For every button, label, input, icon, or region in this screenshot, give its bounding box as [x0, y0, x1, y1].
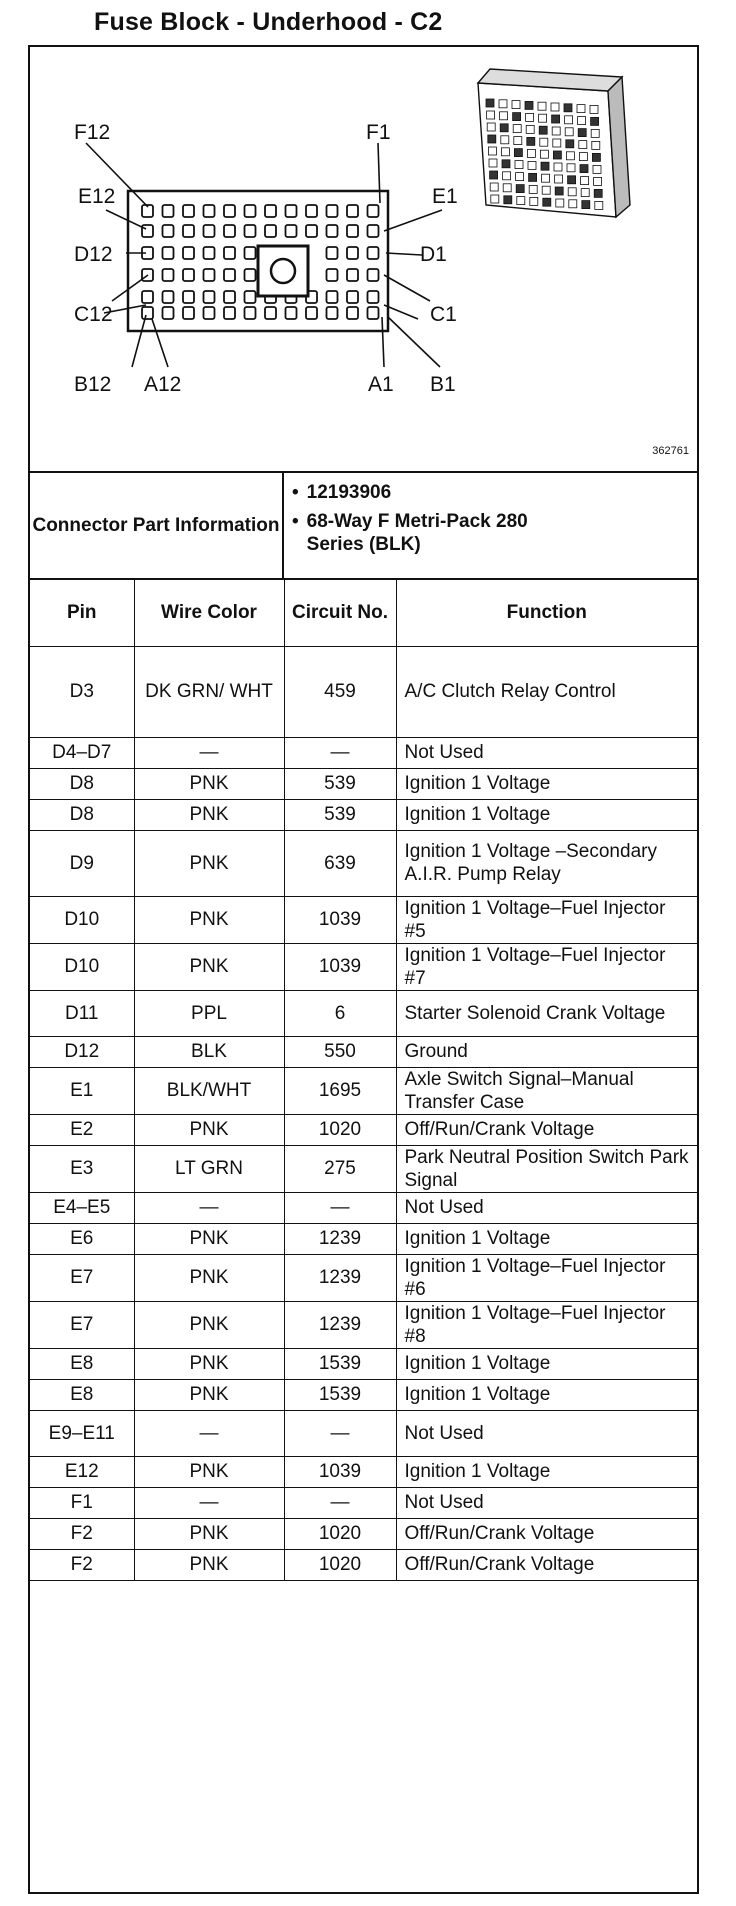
pin-cavity	[204, 247, 215, 259]
table-row	[30, 1301, 697, 1348]
iso-cavity	[568, 176, 576, 184]
function-cell: Not Used	[396, 1192, 697, 1223]
connector-info-item	[292, 481, 547, 504]
iso-cavity	[566, 152, 574, 160]
circuit-cell: 459	[284, 646, 396, 737]
pin-cavity	[163, 205, 174, 217]
pin-cell: F2	[30, 1549, 134, 1580]
function-cell: Ignition 1 Voltage–Fuel Injector #6	[396, 1254, 697, 1301]
pin-cell: D9	[30, 830, 134, 896]
pin-cavity	[245, 291, 256, 303]
function-cell: Off/Run/Crank Voltage	[396, 1549, 697, 1580]
pin-cavity	[224, 205, 235, 217]
iso-cavity	[540, 150, 548, 158]
circuit-cell: 1020	[284, 1114, 396, 1145]
pin-cavity	[142, 225, 153, 237]
function-cell: Park Neutral Position Switch Park Signal	[396, 1145, 697, 1192]
iso-cavity	[542, 174, 550, 182]
document-frame	[28, 45, 699, 1894]
pin-cavity	[368, 247, 379, 259]
circuit-cell: 1539	[284, 1348, 396, 1379]
wire-color-cell: PNK	[134, 768, 284, 799]
iso-cavity	[541, 162, 549, 170]
wire-color-cell: LT GRN	[134, 1145, 284, 1192]
pin-cavity	[327, 291, 338, 303]
page-title: Fuse Block - Underhood - C2	[94, 8, 443, 36]
table-row	[30, 1379, 697, 1410]
pin-cavity	[163, 307, 174, 319]
iso-cavity	[503, 184, 511, 192]
table-row	[30, 1518, 697, 1549]
iso-cavity	[488, 135, 496, 143]
pin-cavity	[286, 225, 297, 237]
circuit-cell: 1695	[284, 1067, 396, 1114]
function-cell: Ignition 1 Voltage	[396, 1348, 697, 1379]
function-cell: Ignition 1 Voltage	[396, 799, 697, 830]
function-cell: Starter Solenoid Crank Voltage	[396, 990, 697, 1036]
connector-info-list	[292, 481, 547, 556]
pin-cavity	[368, 269, 379, 281]
label-c1: C1	[430, 303, 457, 326]
pin-cell: D3	[30, 646, 134, 737]
iso-cavity	[539, 126, 547, 134]
circuit-cell: 1020	[284, 1549, 396, 1580]
pin-cell: D11	[30, 990, 134, 1036]
pin-cavity	[183, 247, 194, 259]
pin-cavity	[183, 205, 194, 217]
iso-cavity	[491, 195, 499, 203]
pin-cell: E12	[30, 1456, 134, 1487]
pin-cavity	[327, 247, 338, 259]
iso-cavity	[490, 183, 498, 191]
label-a1: A1	[368, 373, 394, 396]
connector-diagram	[30, 47, 697, 473]
pin-cavity	[245, 225, 256, 237]
pin-cavity	[204, 269, 215, 281]
iso-cavity	[565, 128, 573, 136]
wire-color-cell: PNK	[134, 1456, 284, 1487]
pin-cavity	[347, 225, 358, 237]
iso-cavity	[513, 125, 521, 133]
bullet-icon: •	[292, 511, 299, 532]
pin-cavity	[286, 307, 297, 319]
iso-cavity	[527, 149, 535, 157]
iso-cavity	[486, 99, 494, 107]
pin-cell: E8	[30, 1379, 134, 1410]
iso-cavity	[579, 153, 587, 161]
table-row	[30, 1254, 697, 1301]
connector-part-info	[30, 473, 697, 580]
bullet-icon: •	[292, 482, 299, 503]
pin-cavity	[327, 205, 338, 217]
header-wire-color: Wire Color	[134, 580, 284, 646]
pin-cell: D10	[30, 943, 134, 990]
wire-color-cell: PNK	[134, 1518, 284, 1549]
iso-cavity	[517, 197, 525, 205]
pin-cavity	[224, 225, 235, 237]
pin-cell: D10	[30, 896, 134, 943]
pin-cavity	[245, 205, 256, 217]
table-row	[30, 1487, 697, 1518]
iso-cavity	[539, 114, 547, 122]
wire-color-cell: DK GRN/ WHT	[134, 646, 284, 737]
pin-cavity	[347, 269, 358, 281]
iso-cavity	[591, 117, 599, 125]
circuit-cell: 6	[284, 990, 396, 1036]
table-row	[30, 768, 697, 799]
figure-id: 362761	[652, 445, 689, 457]
pin-cell: F1	[30, 1487, 134, 1518]
pin-cavity	[347, 247, 358, 259]
iso-cavity	[528, 161, 536, 169]
table-row	[30, 830, 697, 896]
pin-cell: E6	[30, 1223, 134, 1254]
label-d1: D1	[420, 243, 447, 266]
function-cell: Ignition 1 Voltage	[396, 768, 697, 799]
table-row	[30, 1348, 697, 1379]
iso-cavity	[501, 136, 509, 144]
circuit-cell: —	[284, 1487, 396, 1518]
pin-cavity	[265, 225, 276, 237]
iso-cavity	[515, 161, 523, 169]
connector-isometric-icon	[478, 69, 630, 217]
label-c12: C12	[74, 303, 113, 326]
table-row	[30, 1036, 697, 1067]
iso-cavity	[592, 153, 600, 161]
function-cell: Not Used	[396, 737, 697, 768]
iso-cavity	[504, 196, 512, 204]
circuit-cell: —	[284, 1410, 396, 1456]
table-row	[30, 799, 697, 830]
table-row	[30, 1456, 697, 1487]
iso-cavity	[569, 200, 577, 208]
iso-cavity	[553, 151, 561, 159]
iso-cavity	[538, 102, 546, 110]
connector-description: 68-Way F Metri-Pack 280 Series (BLK)	[306, 511, 528, 555]
iso-cavity	[514, 137, 522, 145]
pin-cavity	[204, 291, 215, 303]
circuit-cell: 550	[284, 1036, 396, 1067]
iso-cavity	[594, 189, 602, 197]
wire-color-cell: —	[134, 1192, 284, 1223]
iso-cavity	[567, 164, 575, 172]
center-boss	[258, 246, 308, 296]
circuit-cell: —	[284, 1192, 396, 1223]
iso-cavity	[578, 117, 586, 125]
iso-cavity	[501, 148, 509, 156]
pin-cavity	[204, 307, 215, 319]
iso-cavity	[543, 198, 551, 206]
pin-cavity	[183, 225, 194, 237]
pin-cavity	[265, 205, 276, 217]
pin-cavity	[224, 307, 235, 319]
pin-cavity	[368, 307, 379, 319]
table-row	[30, 1114, 697, 1145]
iso-cavity	[489, 159, 497, 167]
pin-cavity	[183, 307, 194, 319]
iso-cavity	[530, 197, 538, 205]
label-e12: E12	[78, 185, 116, 208]
iso-cavity	[499, 100, 507, 108]
function-cell: Ignition 1 Voltage	[396, 1223, 697, 1254]
wire-color-cell: BLK/WHT	[134, 1067, 284, 1114]
table-row	[30, 943, 697, 990]
pin-cell: E7	[30, 1301, 134, 1348]
pin-cell: E9–E11	[30, 1410, 134, 1456]
wire-color-cell: PNK	[134, 1254, 284, 1301]
pin-cell: F2	[30, 1518, 134, 1549]
table-row	[30, 646, 697, 737]
part-number: 12193906	[306, 482, 392, 503]
table-header-row	[30, 580, 697, 646]
wire-color-cell: BLK	[134, 1036, 284, 1067]
function-cell: Axle Switch Signal–Manual Transfer Case	[396, 1067, 697, 1114]
iso-cavity	[555, 175, 563, 183]
iso-cavity	[525, 101, 533, 109]
wire-color-cell: PNK	[134, 1223, 284, 1254]
function-cell: Ignition 1 Voltage	[396, 1456, 697, 1487]
iso-cavity	[500, 124, 508, 132]
iso-cavity	[552, 115, 560, 123]
iso-cavity	[565, 116, 573, 124]
iso-cavity	[592, 141, 600, 149]
function-cell: Off/Run/Crank Voltage	[396, 1114, 697, 1145]
iso-cavity	[527, 137, 535, 145]
wire-color-cell: —	[134, 737, 284, 768]
function-cell: Off/Run/Crank Voltage	[396, 1518, 697, 1549]
table-row	[30, 990, 697, 1036]
pin-cavity	[327, 307, 338, 319]
table-row	[30, 737, 697, 768]
iso-cavity	[581, 177, 589, 185]
connector-info-item	[292, 510, 547, 556]
circuit-cell: 1039	[284, 943, 396, 990]
pin-cavity	[224, 291, 235, 303]
circuit-cell: 1239	[284, 1254, 396, 1301]
iso-cavity	[580, 165, 588, 173]
iso-cavity	[553, 139, 561, 147]
table-row	[30, 896, 697, 943]
wire-color-cell: PNK	[134, 799, 284, 830]
pin-cavity	[327, 269, 338, 281]
function-cell: Ignition 1 Voltage	[396, 1379, 697, 1410]
pin-cavity	[368, 225, 379, 237]
pin-cavity	[183, 291, 194, 303]
wire-color-cell: PNK	[134, 896, 284, 943]
function-cell: Ground	[396, 1036, 697, 1067]
iso-cavity	[591, 129, 599, 137]
pin-cavity	[327, 225, 338, 237]
label-a12: A12	[144, 373, 182, 396]
pin-cavity	[245, 307, 256, 319]
table-row	[30, 1192, 697, 1223]
iso-cavity	[564, 104, 572, 112]
iso-cavity	[577, 105, 585, 113]
wire-color-cell: PNK	[134, 1348, 284, 1379]
iso-cavity	[513, 113, 521, 121]
table-row	[30, 1067, 697, 1114]
pin-cavity	[245, 247, 256, 259]
function-cell: Ignition 1 Voltage –Secondary A.I.R. Pump Relay	[396, 830, 697, 896]
circuit-cell: 539	[284, 799, 396, 830]
label-f12: F12	[74, 121, 111, 144]
header-pin: Pin	[30, 580, 134, 646]
iso-cavity	[526, 113, 534, 121]
pin-cavity	[163, 291, 174, 303]
pin-cell: D8	[30, 768, 134, 799]
iso-cavity	[595, 201, 603, 209]
pin-cell: E4–E5	[30, 1192, 134, 1223]
iso-cavity	[487, 123, 495, 131]
pin-cell: E1	[30, 1067, 134, 1114]
iso-cavity	[526, 125, 534, 133]
pin-cavity	[142, 291, 153, 303]
iso-cavity	[516, 185, 524, 193]
iso-cavity	[581, 189, 589, 197]
header-function: Function	[396, 580, 697, 646]
table-row	[30, 1145, 697, 1192]
iso-cavity	[552, 127, 560, 135]
pin-cavity	[347, 307, 358, 319]
pin-cell: E8	[30, 1348, 134, 1379]
circuit-cell: —	[284, 737, 396, 768]
wire-color-cell: PNK	[134, 1114, 284, 1145]
wire-color-cell: PPL	[134, 990, 284, 1036]
iso-cavity	[566, 140, 574, 148]
table-row	[30, 1223, 697, 1254]
pin-cell: E3	[30, 1145, 134, 1192]
pin-cavity	[224, 247, 235, 259]
pin-cell: E2	[30, 1114, 134, 1145]
iso-cavity	[488, 147, 496, 155]
label-e1: E1	[432, 185, 458, 208]
circuit-cell: 1239	[284, 1301, 396, 1348]
iso-cavity	[556, 199, 564, 207]
wire-color-cell: —	[134, 1487, 284, 1518]
wire-color-cell: PNK	[134, 1301, 284, 1348]
pin-cavity	[204, 225, 215, 237]
iso-cavity	[582, 201, 590, 209]
iso-cavity	[593, 165, 601, 173]
pin-cell: D8	[30, 799, 134, 830]
iso-cavity	[529, 185, 537, 193]
pin-cell: E7	[30, 1254, 134, 1301]
pin-cavity	[265, 307, 276, 319]
pin-cavity	[224, 269, 235, 281]
iso-cavity	[554, 163, 562, 171]
iso-cavity	[487, 111, 495, 119]
iso-cavity	[579, 141, 587, 149]
pin-cavity	[306, 307, 317, 319]
table-row	[30, 1410, 697, 1456]
pin-cavity	[286, 205, 297, 217]
iso-cavity	[590, 105, 598, 113]
label-d12: D12	[74, 243, 113, 266]
iso-cavity	[555, 187, 563, 195]
iso-cavity	[500, 112, 508, 120]
pin-cavity	[368, 291, 379, 303]
iso-cavity	[568, 188, 576, 196]
function-cell: Ignition 1 Voltage–Fuel Injector #5	[396, 896, 697, 943]
label-b12: B12	[74, 373, 112, 396]
iso-cavity	[594, 177, 602, 185]
circuit-cell: 1039	[284, 896, 396, 943]
label-b1: B1	[430, 373, 456, 396]
iso-cavity	[578, 129, 586, 137]
pin-cavity	[245, 269, 256, 281]
function-cell: Not Used	[396, 1487, 697, 1518]
function-cell: Ignition 1 Voltage–Fuel Injector #7	[396, 943, 697, 990]
circuit-cell: 639	[284, 830, 396, 896]
function-cell: Ignition 1 Voltage–Fuel Injector #8	[396, 1301, 697, 1348]
iso-cavity	[514, 149, 522, 157]
circuit-cell: 1239	[284, 1223, 396, 1254]
wire-color-cell: PNK	[134, 943, 284, 990]
circuit-cell: 1539	[284, 1379, 396, 1410]
table-row	[30, 1549, 697, 1580]
pinout-table	[30, 580, 697, 1581]
connector-info-label: Connector Part Information	[30, 473, 284, 578]
iso-cavity	[503, 172, 511, 180]
wire-color-cell: PNK	[134, 1379, 284, 1410]
pin-cavity	[368, 205, 379, 217]
pin-cavity	[306, 205, 317, 217]
connector-face-drawing	[30, 47, 697, 471]
pin-cavity	[163, 225, 174, 237]
circuit-cell: 1039	[284, 1456, 396, 1487]
pin-cell: D12	[30, 1036, 134, 1067]
function-cell: Not Used	[396, 1410, 697, 1456]
circuit-cell: 539	[284, 768, 396, 799]
pin-cavity	[347, 291, 358, 303]
iso-cavity	[516, 173, 524, 181]
label-f1: F1	[366, 121, 391, 144]
pin-cavity	[142, 307, 153, 319]
iso-cavity	[551, 103, 559, 111]
circuit-cell: 1020	[284, 1518, 396, 1549]
iso-cavity	[490, 171, 498, 179]
function-cell: A/C Clutch Relay Control	[396, 646, 697, 737]
circuit-cell: 275	[284, 1145, 396, 1192]
iso-cavity	[502, 160, 510, 168]
pin-cavity	[163, 269, 174, 281]
wire-color-cell: —	[134, 1410, 284, 1456]
wire-color-cell: PNK	[134, 830, 284, 896]
iso-cavity	[529, 173, 537, 181]
pin-cavity	[163, 247, 174, 259]
pin-cavity	[306, 225, 317, 237]
wire-color-cell: PNK	[134, 1549, 284, 1580]
pin-cavity	[204, 205, 215, 217]
header-circuit-no: Circuit No.	[284, 580, 396, 646]
pin-cavity	[183, 269, 194, 281]
iso-cavity	[540, 138, 548, 146]
iso-cavity	[512, 101, 520, 109]
pin-cavity	[347, 205, 358, 217]
pin-cell: D4–D7	[30, 737, 134, 768]
iso-cavity	[542, 186, 550, 194]
